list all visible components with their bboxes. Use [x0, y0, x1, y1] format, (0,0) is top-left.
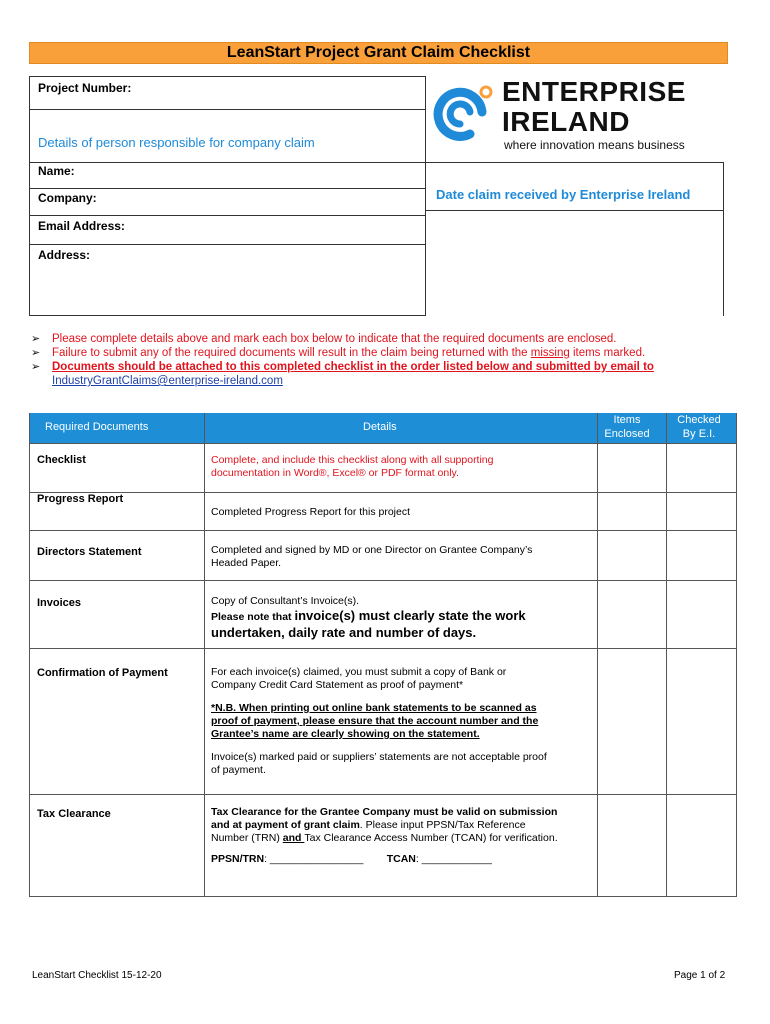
header-items-1: Items [613, 414, 641, 426]
table-border-left [29, 413, 30, 897]
row-details-directors-statement: Completed and signed by MD or one Director on Grantee Company’s Headed Paper. [211, 544, 533, 569]
date-box-top-border [426, 162, 724, 163]
date-box-divider [426, 210, 724, 211]
instruction-3: Documents should be attached to this completed checklist in the order listed below and submitted by email to [52, 361, 654, 373]
row-details-invoices: Copy of Consultant’s Invoice(s). Please note that invoice(s) must clearly state the work undertaken, daily rate and number of days. [211, 595, 526, 640]
project-number-label: Project Number: [38, 81, 132, 95]
tcan-label: TCAN [386, 853, 416, 865]
details-heading-row [30, 110, 425, 163]
company-row[interactable] [30, 189, 425, 216]
address-row[interactable] [30, 245, 425, 315]
documents-table [29, 413, 737, 897]
row-label-confirmation-of-payment: Confirmation of Payment [37, 667, 168, 679]
date-box-right-border [723, 162, 724, 316]
ppsn-input[interactable]: : ________________ [264, 853, 364, 865]
name-row[interactable] [30, 163, 425, 189]
enterprise-ireland-swirl-icon [430, 82, 496, 148]
title-bar [29, 42, 728, 64]
row-label-checklist: Checklist [37, 454, 86, 466]
table-col-divider [204, 413, 205, 897]
items-enclosed-checkbox-tax-clearance[interactable] [598, 795, 665, 896]
name-label: Name: [38, 164, 75, 178]
row-label-directors-statement: Directors Statement [37, 546, 142, 558]
instruction-2: Failure to submit any of the required documents will result in the claim being returned with the missing items marked. [52, 347, 646, 359]
page-title: LeanStart Project Grant Claim Checklist [226, 44, 531, 61]
items-enclosed-checkbox-progress-report[interactable] [598, 493, 665, 530]
enterprise-ireland-logo [430, 76, 725, 156]
table-col-divider [666, 413, 667, 897]
instruction-1: Please complete details above and mark each box below to indicate that the required documents are enclosed. [52, 333, 617, 345]
email-label: Email Address: [38, 219, 125, 233]
arrow-bullet-icon: ➢ [31, 347, 41, 359]
claims-email-link[interactable]: IndustryGrantClaims@enterprise-ireland.com [52, 375, 283, 387]
claim-details-form [29, 76, 426, 316]
row-details-checklist: Complete, and include this checklist along with all supporting documentation in Word®, Excel® or PDF format only. [211, 454, 494, 479]
arrow-bullet-icon: ➢ [31, 333, 41, 345]
row-details-tax-clearance: Tax Clearance for the Grantee Company must be valid on submission and at payment of grant claim. Please input PPSN/Tax Reference Number (TRN) and Tax Clearance Access Number (TCAN) for verification. PPSN/TRN: ________________ TCAN: ____________ [211, 806, 558, 865]
arrow-bullet-icon: ➢ [31, 361, 41, 373]
logo-text-ireland: IRELAND [502, 106, 630, 137]
table-header [29, 413, 737, 443]
table-border-bottom [29, 896, 737, 897]
row-label-invoices: Invoices [37, 597, 82, 609]
missing-word: missing [530, 347, 570, 359]
footer-document-id: LeanStart Checklist 15-12-20 [32, 970, 162, 981]
header-checked-1: Checked [677, 414, 721, 426]
project-number-row[interactable] [30, 77, 425, 110]
email-row[interactable] [30, 216, 425, 245]
items-enclosed-checkbox-confirmation-of-payment[interactable] [598, 649, 665, 794]
row-details-progress-report: Completed Progress Report for this project [211, 506, 411, 518]
ppsn-label: PPSN/TRN [211, 853, 265, 865]
row-label-progress-report: Progress Report [37, 493, 124, 505]
table-border-right [736, 413, 737, 897]
row-details-confirmation-of-payment: For each invoice(s) claimed, you must submit a copy of Bank or Company Credit Card Statement as proof of payment* *N.B. When printing out online bank statements to be scanned as proof of payment, please ensure that the account number and the Grantee’s name are clearly showing on the statement. Invoice(s) marked paid or suppliers’ statements are not acceptable proof of payment. [211, 666, 547, 776]
company-label: Company: [38, 191, 97, 205]
row-label-tax-clearance: Tax Clearance [37, 808, 111, 820]
header-checked-2: By E.I. [682, 428, 716, 440]
details-heading: Details of person responsible for company claim [38, 135, 315, 150]
header-details: Details [363, 421, 397, 433]
items-enclosed-checkbox-directors-statement[interactable] [598, 531, 665, 580]
header-items-2: Enclosed [604, 428, 650, 440]
date-received-label: Date claim received by Enterprise Ireland [436, 187, 691, 202]
header-required-documents: Required Documents [45, 421, 149, 433]
tcan-input[interactable]: : ____________ [415, 853, 492, 865]
address-label: Address: [38, 248, 91, 262]
logo-text-enterprise: ENTERPRISE [502, 76, 686, 107]
items-enclosed-checkbox-invoices[interactable] [598, 581, 665, 648]
items-enclosed-checkbox-checklist[interactable] [598, 444, 665, 492]
footer-page-number: Page 1 of 2 [674, 970, 726, 981]
logo-tagline: where innovation means business [504, 138, 685, 152]
